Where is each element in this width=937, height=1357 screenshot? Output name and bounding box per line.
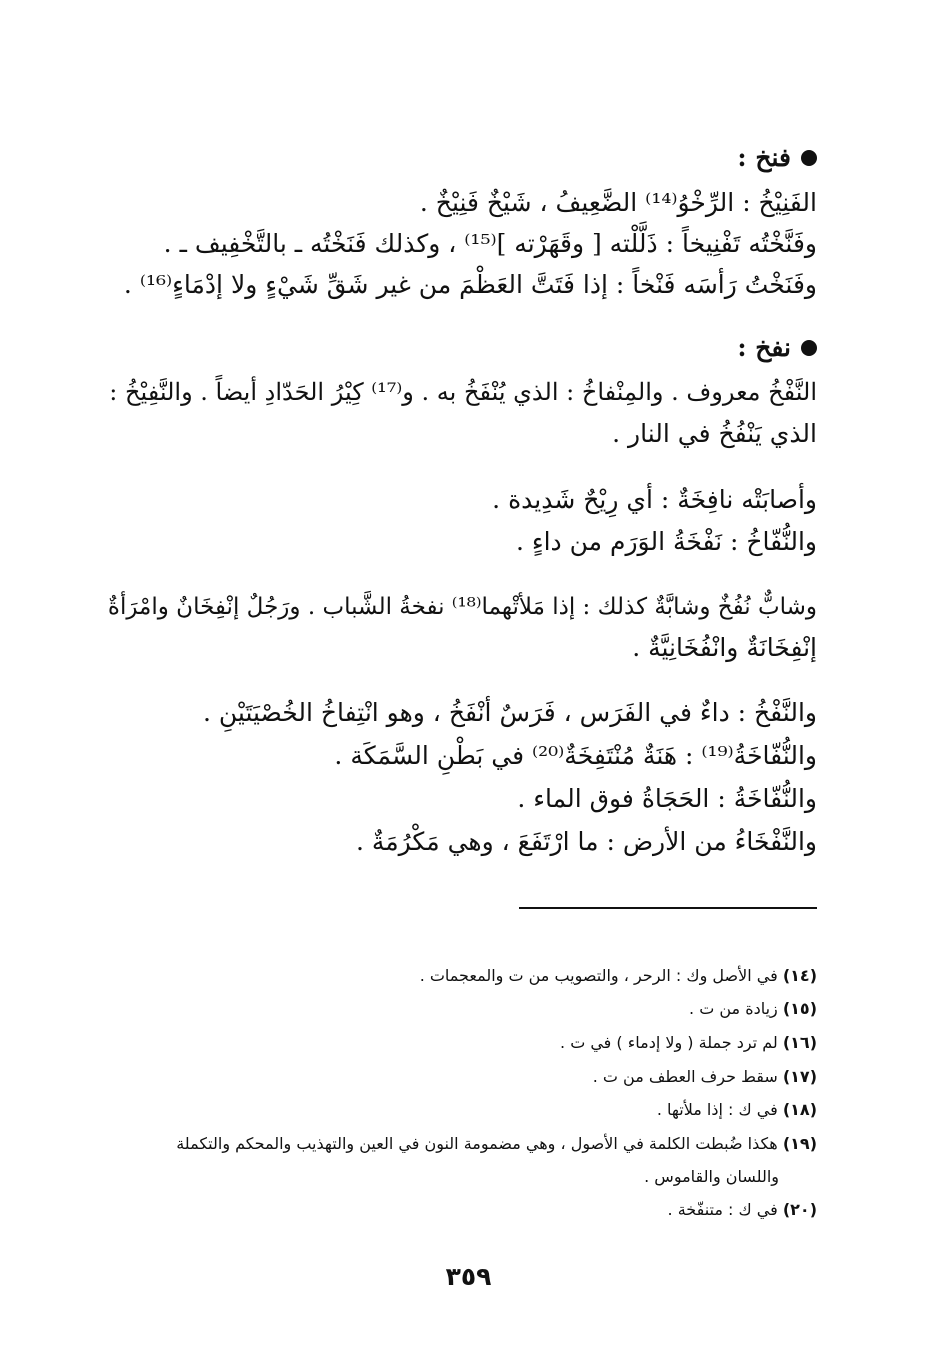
footnote-text: لم ترد جملة ( ولا إدماء ) في ت . [560, 1033, 778, 1052]
footnote [689, 996, 817, 1022]
entry-line: والنَّفْخَاءُ من الأرض : ما ارْتَفَعَ ، وهي مَكْرُمَةٌ . [355, 827, 817, 856]
entry-line: الذي يَنْفُخُ في النار . [612, 419, 817, 448]
footnote-text: سقط حرف العطف من ت . [592, 1067, 778, 1086]
page-number: ٣٥٩ [445, 1262, 492, 1291]
entry-line: والنَّفْخُ : داءٌ في الفَرَس ، فَرَسٌ أنْفَخُ ، وهو انْتِفاخُ الخُصْيَتَيْنِ . [203, 698, 817, 727]
footnote [593, 1064, 817, 1090]
footnote-number: (١٨) [782, 1100, 817, 1119]
footnote-continuation [644, 1164, 779, 1190]
entry-line: والنُّفّاخَةُ⁽¹⁹⁾ : هَنَةٌ مُنْتَفِخَةٌ⁽²⁰⁾ في بَطْنِ السَّمَكَة . [334, 741, 817, 770]
entry-line: والنُّفّاخَةُ : الحَجَاةُ فوق الماء . [517, 784, 817, 813]
footnote-number: (١٥) [782, 999, 817, 1018]
entry-line: وفَنَّخْتُه تَفْنِيخاً : ذَلَّلْته [ وقَهَرْته ]⁽¹⁵⁾ ، وكذلك فَنَخْتُه ـ بالتَّخْفِيف ـ . [163, 229, 817, 258]
footnote-number: (١٦) [782, 1033, 817, 1052]
footnote-text: هكذا ضُبطت الكلمة في الأصول ، وهي مضمومة النون في العين والتهذيب والمحكم والتكملة [176, 1134, 778, 1153]
entry-line: والنُّفّاخُ : نَفْخَةُ الوَرَم من داءٍ . [515, 527, 817, 556]
footnote-text: واللسان والقاموس . [644, 1167, 779, 1186]
entry-line: الفَنِيْخُ : الرِّخْوُ⁽¹⁴⁾ الضَّعِيفُ ، شَيْخٌ فَنِيْخٌ . [419, 188, 817, 217]
footnote [420, 963, 817, 989]
entry-heading-fanakh: فنخ : [737, 138, 817, 178]
entry-line: وأصابَتْه نافِخَةٌ : أي رِيْحٌ شَدِيدة . [492, 485, 817, 514]
footnote-number: (١٧) [782, 1067, 817, 1086]
entry-line: وشابٌّ نُفُخٌ وشابَّةٌ كذلك : إذا مَلأتْهما⁽¹⁸⁾ نفخةُ الشَّباب . ورَجُلٌ إنْفِخَانٌ وامْرَأةٌ [107, 594, 817, 620]
entry-line: وفَنَخْتُ رَأسَه فَنْخاً : إذا فَتَتَّ العَظْمَ من غير شَقِّ شَيْءٍ ولا إدْمَاءٍ⁽¹⁶⁾ . [123, 270, 817, 299]
entry-line: إنْفِخَانَةٌ وانْفُخَانِيَّةٌ . [632, 633, 817, 662]
footnote-text: في الأصل وك : الرحر ، والتصويب من ت والمعجمات . [419, 966, 778, 985]
entry-heading-nafakh: نفخ : [737, 328, 817, 368]
footnote-number: (١٤) [782, 966, 817, 985]
entry-line: النَّفْخُ معروف . والمِنْفاخُ : الذي يُنْفَخُ به . و⁽¹⁷⁾ كِيْرُ الحَدّادِ أيضاً . والنَّفِيْخُ : [109, 378, 817, 406]
footnote-text: في ك : متنفّخة . [667, 1200, 778, 1219]
bullet-icon [801, 340, 817, 356]
footnote-text: زيادة من ت . [689, 999, 778, 1018]
footnote [176, 1131, 817, 1157]
footnote-number: (١٩) [782, 1134, 817, 1153]
footnote [668, 1197, 817, 1223]
footnote [657, 1097, 817, 1123]
footnote-number: (٢٠) [782, 1200, 817, 1219]
footnote-text: في ك : إذا ملأتها . [656, 1100, 778, 1119]
footnote [560, 1030, 817, 1056]
footnote-divider [519, 907, 817, 909]
bullet-icon [801, 150, 817, 166]
